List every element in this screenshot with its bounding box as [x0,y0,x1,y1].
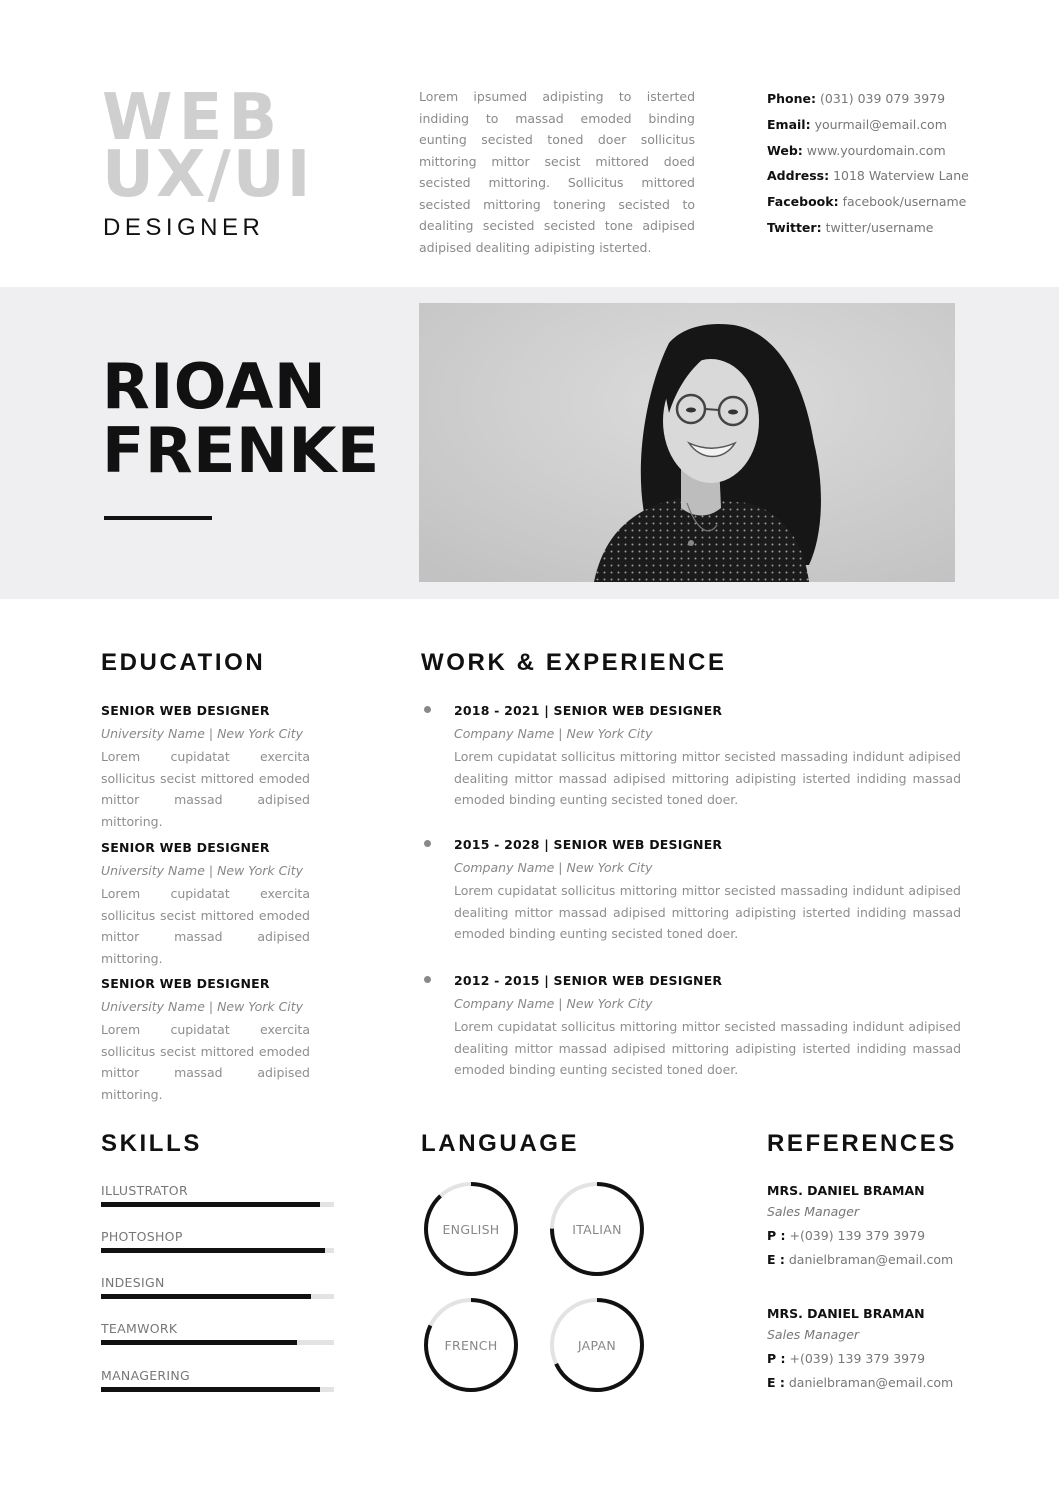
education-title: SENIOR WEB DESIGNER [101,703,270,718]
education-item [101,840,310,969]
work-company: Company Name | New York City [454,860,653,875]
name-underline [104,516,212,520]
work-heading: WORK & EXPERIENCE [421,649,727,676]
work-desc: Lorem cupidatat sollicitus mittoring mittor secisted massading indidunt adipised dealiting mittor massad adipised mittoring adipisting isterted indiding massad emoded binding eunting secisted toned doer. [454,883,961,941]
bullet-icon [424,976,431,983]
contact-label: Address: [767,168,830,184]
contact-value[interactable]: yourmail@email.com [814,116,947,132]
skill-bar-fill [101,1248,325,1253]
education-item [101,703,310,832]
work-title: 2012 - 2015 | SENIOR WEB DESIGNER [454,973,723,988]
skill-name: MANAGERING [101,1368,191,1383]
contact-web [767,138,1037,164]
education-heading: EDUCATION [101,649,266,676]
contact-twitter [767,215,1037,241]
language-ring [549,1297,645,1393]
reference-role: Sales Manager [767,1204,860,1219]
skill-item [101,1183,334,1207]
reference-item [767,1183,1037,1267]
phone-label: P : [767,1228,786,1243]
skill-bar [101,1294,334,1299]
contact-value: 1018 Waterview Lane [833,168,969,184]
work-company: Company Name | New York City [454,726,653,741]
education-item [101,976,310,1105]
contact-label: Phone: [767,91,817,106]
skill-item [101,1275,334,1299]
work-title: 2015 - 2028 | SENIOR WEB DESIGNER [454,837,723,852]
contact-facebook [767,189,1037,215]
language-ring [423,1297,519,1393]
skill-bar-fill [101,1294,311,1299]
reference-role: Sales Manager [767,1327,860,1342]
references-heading: REFERENCES [767,1130,958,1157]
work-item [454,837,961,945]
profile-photo [419,303,955,582]
bullet-icon [424,706,431,713]
skill-name: INDESIGN [101,1275,165,1290]
role-title-line-2: UX/UI [102,138,313,212]
last-name: FRENKE [102,414,380,487]
reference-phone [767,1228,1037,1243]
language-ring [549,1181,645,1277]
skill-bar [101,1202,334,1207]
contact-value[interactable]: www.yourdomain.com [806,142,946,158]
skills-heading: SKILLS [101,1130,202,1157]
skill-bar-fill [101,1387,320,1392]
phone-label: P : [767,1351,786,1366]
reference-name: MRS. DANIEL BRAMAN [767,1183,925,1198]
skill-bar [101,1340,334,1345]
skill-bar-fill [101,1340,297,1345]
first-name: RIOAN [102,350,327,423]
skill-name: TEAMWORK [101,1321,178,1336]
language-name: FRENCH [444,1337,498,1353]
language-heading: LANGUAGE [421,1130,580,1157]
phone-value[interactable]: +(039) 139 379 3979 [789,1351,926,1366]
email-label: E : [767,1375,785,1390]
role-title-line-1: WEB [102,81,284,155]
education-place: University Name | New York City [101,999,304,1014]
skill-item [101,1368,334,1392]
language-name: ITALIAN [572,1221,622,1237]
work-title: 2018 - 2021 | SENIOR WEB DESIGNER [454,703,723,718]
intro-paragraph: Lorem ipsumed adipisting to isterted indiding to massad emoded binding eunting secisted toned doer sollicitus mittoring mittor secist mittored doed secisted mittoring. Sollicitus mittored secisted mittoring tonering secisted to dealiting secisted secisted tone adipised adipised dealiting adipisting isterted. [419,89,695,255]
education-desc: Lorem cupidatat exercita sollicitus secist mittored emoded mittor massad adipised mittoring. [101,886,310,966]
reference-email [767,1375,1037,1390]
skill-item [101,1321,334,1345]
language-name: ENGLISH [442,1221,500,1237]
reference-item [767,1306,1037,1390]
contact-address [767,163,1037,189]
skill-bar-fill [101,1202,320,1207]
email-value[interactable]: danielbraman@email.com [788,1252,954,1267]
education-place: University Name | New York City [101,726,304,741]
reference-phone [767,1351,1037,1366]
contact-label: Email: [767,116,811,132]
role-title-line-3: DESIGNER [103,214,265,241]
contact-label: Web: [767,142,803,158]
work-desc: Lorem cupidatat sollicitus mittoring mittor secisted massading indidunt adipised dealiting mittor massad adipised mittoring adipisting isterted indiding massad emoded binding eunting secisted toned doer. [454,1019,961,1077]
contact-email [767,112,1037,138]
bullet-icon [424,840,431,847]
skill-name: ILLUSTRATOR [101,1183,188,1198]
language-name: JAPAN [577,1337,617,1353]
education-title: SENIOR WEB DESIGNER [101,840,270,855]
reference-name: MRS. DANIEL BRAMAN [767,1306,925,1321]
education-desc: Lorem cupidatat exercita sollicitus secist mittored emoded mittor massad adipised mittoring. [101,1022,310,1102]
education-desc: Lorem cupidatat exercita sollicitus secist mittored emoded mittor massad adipised mittoring. [101,749,310,829]
work-item [454,973,961,1081]
education-title: SENIOR WEB DESIGNER [101,976,270,991]
education-place: University Name | New York City [101,863,304,878]
skill-name: PHOTOSHOP [101,1229,183,1244]
email-value[interactable]: danielbraman@email.com [788,1375,954,1390]
work-item [454,703,961,811]
contact-label: Facebook: [767,194,839,210]
contact-phone [767,86,1037,112]
skill-bar [101,1387,334,1392]
contact-value[interactable]: facebook/username [842,194,967,210]
language-ring [423,1181,519,1277]
skill-bar [101,1248,334,1253]
work-desc: Lorem cupidatat sollicitus mittoring mittor secisted massading indidunt adipised dealiting mittor massad adipised mittoring adipisting isterted indiding massad emoded binding eunting secisted toned doer. [454,749,961,807]
work-company: Company Name | New York City [454,996,653,1011]
skill-item [101,1229,334,1253]
reference-email [767,1252,1037,1267]
contact-label: Twitter: [767,219,822,235]
contact-list [767,86,1037,241]
contact-value[interactable]: twitter/username [825,219,934,235]
contact-value[interactable]: (031) 039 079 3979 [820,91,946,106]
email-label: E : [767,1252,785,1267]
portrait-illustration [419,303,955,582]
phone-value[interactable]: +(039) 139 379 3979 [789,1228,926,1243]
